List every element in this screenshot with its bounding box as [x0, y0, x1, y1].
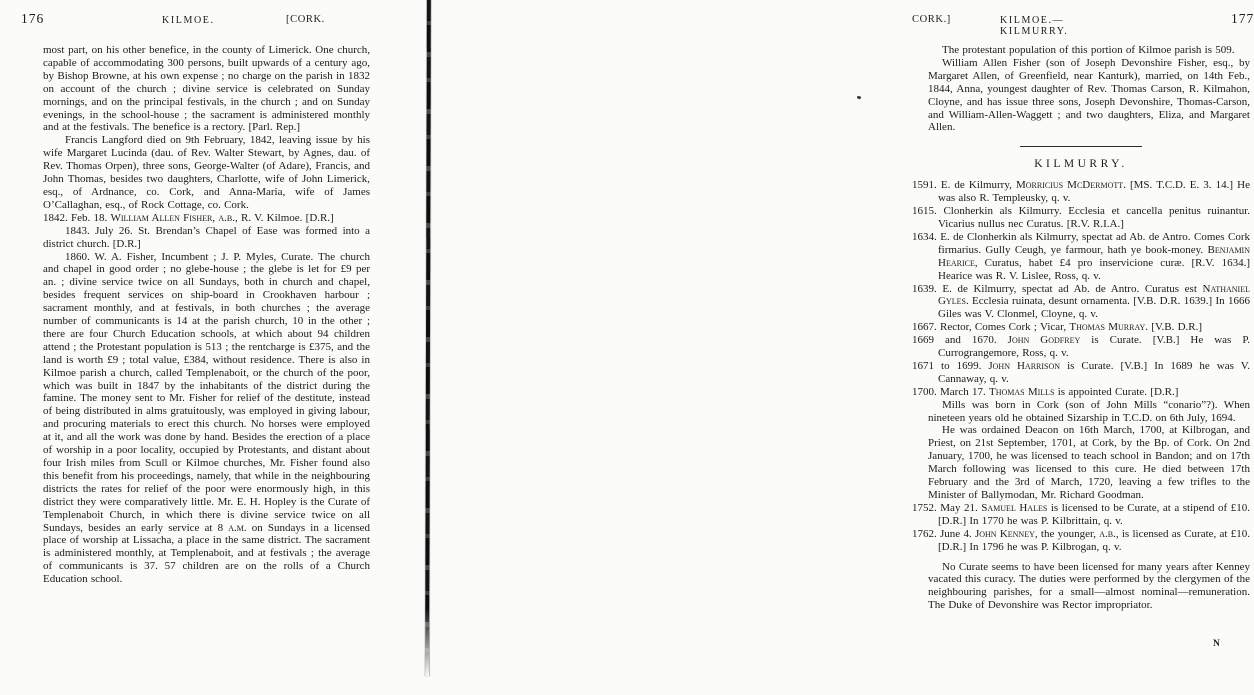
small-caps-run: a.b.	[218, 211, 236, 224]
text-run: is licensed to be Curate, at a stipend of £10. [D.R.] In 1770 he was P. Kilbrittain, q. v.	[938, 501, 1250, 527]
entry	[912, 360, 1250, 386]
text-run: 1860. W. A. Fisher, Incumbent ; J. P. Myles, Curate. The church and chapel in good order ; no glebe-house ; the glebe is let for £9 per an. ; divine service twice on all Sundays, both in church and chapel, besides frequent services on ship-board in Crookhaven harbour ; sacrament monthly, and at festivals, in both churches ; the average number of communicants is 14 at the parish church, 10 in the other ; there are four Church Education schools, at which about 94 children attend ; the Protestant population is 513 ; the rentcharge is £375, and the land is worth £9 ; total value, £384, without residence. There is also in Kilmoe parish a church, called Templenaboit, or the church of the poor, which was built in 1847 by the inhabitants of the district during the famine. The money sent to Mr. Fisher for relief of the destitute, instead of being distributed in alms gratuitously, was employed in giving labour, and procuring materials to erect this church. No horses were employed at it, and all the work was done by hand. Besides the erection of a place of worship in a poor locality, occupied by Protestants, and distant about four Irish miles from Scull or Kilmoe churches, Mr. Fisher found also this benefit from his proceedings, namely, that while in the neighbouring districts the rates for relief of the poor were enormously high, in this district they were comparatively little. Mr. E. H. Hopley is the Curate of Templenaboit Church, in which there is divine service twice on all Sundays, besides an early service at 8	[43, 250, 370, 534]
entry	[912, 502, 1250, 528]
entry	[912, 205, 1250, 231]
text-run: 1667. Rector, Comes Cork ; Vicar,	[912, 321, 1070, 334]
paragraph	[43, 134, 370, 211]
book-binding-gutter	[425, 0, 431, 676]
text-run: ,	[212, 211, 219, 224]
left-page-text-column	[43, 44, 370, 586]
running-header-left: KILMOE.	[162, 15, 215, 26]
page-number-left: 176	[21, 11, 45, 26]
text-run: . [MS. T.C.D. E. 3. 14.] He was also R. Templeusky, q. v.	[938, 179, 1250, 205]
text-run: No Curate seems to have been licensed for many years after Kenney vacated this curacy. The duties were performed by the clergymen of the neighbouring parishes, for a small—almost nominal—remuneration. The Duke of Devonshire was Rector impropriator.	[928, 560, 1250, 612]
small-caps-run: Thomas Murray	[1069, 321, 1146, 334]
small-caps-run: John Godfrey	[1007, 334, 1081, 347]
page-number-right: 177	[1231, 11, 1254, 26]
small-caps-run: Nathaniel Gyles	[938, 282, 1250, 308]
text-run: 1634. E. de Clonherkin als Kilmurry, spectat ad Ab. de Antro. Comes Cork firmarius. Gully Ceugh, ye farmour, hath ye book-money.	[912, 230, 1250, 256]
signature-mark: N	[1213, 639, 1221, 649]
corner-tag-left: [CORK.	[286, 14, 325, 25]
entry	[912, 231, 1250, 283]
text-run: KILMURRY.	[1034, 158, 1128, 171]
entry	[43, 212, 370, 225]
text-run: Mills was born in Cork (son of John Mills “conario”?). When nineteen years old he obtained Sizarship in T.C.D. on 6th July, 1694.	[928, 398, 1250, 424]
text-run: He was ordained Deacon on 16th March, 1700, at Kilbrogan, and Priest, on 21st September, 1701, at Cork, by the Bp. of Cork. On 2nd January, 1700, he was licensed to teach school in Bandon; and on 17th March following was licensed to this cure. He died between 17th February and the 3rd of March, 1720, leaving a few trifles to the Minister of Ballymodan, Mr. Richard Goodman.	[928, 424, 1250, 501]
entry	[912, 386, 1250, 399]
text-run: 1752. May 21.	[912, 501, 982, 514]
text-run: is appointed Curate. [D.R.]	[1054, 385, 1179, 398]
running-header-right: KILMOE.—KILMURRY.	[1000, 15, 1069, 37]
text-run: . Ecclesia ruinata, desunt ornamenta. [V.B. D.R. 1639.] In 1666 Giles was V. Clonmel, Cloyne, q. v.	[938, 295, 1250, 321]
entry	[912, 321, 1250, 334]
text-run: William Allen Fisher (son of Joseph Devonshire Fisher, esq., by Margaret Allen, of Greenfield, near Kanturk), married, on 14th Feb., 1844, Anna, youngest daughter of Rev. Thomas Carson, R. Kilmahon, Cloyne, and has issue three sons, Joseph Devonshire, Thomas-Carson, and William-Allen-Waggett ; and two daughters, Eliza, and Margaret Allen.	[928, 56, 1250, 134]
paragraph	[928, 57, 1250, 134]
text-run: 1639. E. de Kilmurry, spectat ad Ab. de Antro. Curatus est	[912, 282, 1203, 295]
entry	[912, 334, 1250, 360]
text-run: 1615. Clonherkin als Kilmurry. Ecclesia et cancella penitus ruinantur. Vicarius nullus nec Curatus. [R.V. R.I.A.]	[912, 205, 1250, 230]
text-run: on Sundays in a licensed place of worship at Lissacha, a place in the same district. The sacrament is administered monthly, at Templenaboit, and at festivals ; the average of communicants is 37. 57 children are on the rolls of a Church Education school.	[43, 521, 370, 586]
paragraph	[928, 561, 1250, 613]
text-run: most part, on his other benefice, in the county of Limerick. One church, capable of accommodating 300 persons, built upwards of a century ago, by Bishop Browne, at his own expense ; no charge on the parish in 1832 on account of the church ; divine service is celebrated on Sunday mornings, and on the principal festivals, in the church ; and on Sunday evenings, in the school-house ; the sacrament is administered monthly and at the festivals. The benefice is a rectory. [Parl. Rep.]	[43, 44, 370, 134]
paragraph	[43, 44, 370, 134]
right-page-text-column	[912, 44, 1250, 612]
text-run: 1671 to 1699.	[912, 359, 989, 372]
section-divider	[1020, 146, 1142, 147]
left-page	[0, 0, 426, 695]
text-run: , is licensed as Curate, at £10. [D.R.] In 1796 he was P. Kilbrogan, q. v.	[938, 527, 1250, 553]
text-run: is Curate. [V.B.] He was P. Currograngemore, Ross, q. v.	[938, 334, 1250, 360]
text-run: 1762. June 4.	[912, 527, 975, 540]
small-caps-run: William Allen Fisher	[110, 211, 213, 224]
text-run: is Curate. [V.B.] In 1689 he was V. Cannaway, q. v.	[938, 359, 1251, 385]
right-page	[432, 0, 1254, 695]
small-caps-run: John Kenney	[974, 527, 1035, 540]
section-heading	[912, 158, 1250, 171]
text-run: . [V.B. D.R.]	[1145, 321, 1203, 334]
text-run: , Curatus, habet £4 pro inservicione curæ. [R.V. 1634.] Hearice was R. V. Lislee, Ross, q. v.	[938, 256, 1250, 282]
small-caps-run: Benjamin Hearice	[938, 243, 1250, 269]
corner-tag-right: CORK.]	[912, 14, 951, 25]
text-run: , R. V. Kilmoe. [D.R.]	[235, 211, 334, 224]
small-caps-run: Samuel Hales	[981, 501, 1048, 514]
small-caps-run: Morricius McDermott	[1015, 179, 1124, 192]
paragraph	[43, 225, 370, 251]
paragraph	[928, 424, 1250, 501]
text-run: 1669 and 1670.	[912, 334, 1008, 347]
text-run: 1700. March 17.	[912, 385, 989, 398]
paragraph	[43, 251, 370, 587]
text-run: Francis Langford died on 9th February, 1842, leaving issue by his wife Margaret Lucinda (dau. of Rev. Walter Stewart, by Agnes, dau. of Rev. Thomas Orpen), three sons, George-Walter (of Adare), Francis, and John Thomas, besides two daughters, Charlotte, wife of John Limerick, esq., of Ardnance, co. Cork, and Anna-Maria, wife of James O’Callaghan, esq., of Rock Cottage, co. Cork.	[43, 134, 370, 211]
text-run: 1842. Feb. 18.	[43, 211, 111, 224]
small-caps-run: a.m.	[228, 521, 247, 534]
paragraph	[928, 399, 1250, 425]
text-run: , the younger,	[1034, 527, 1100, 540]
small-caps-run: John Harrison	[988, 359, 1061, 372]
entry	[912, 528, 1250, 554]
entry	[912, 179, 1250, 205]
small-caps-run: a.b.	[1099, 527, 1116, 540]
paragraph	[928, 44, 1250, 57]
text-run: 1591. E. de Kilmurry,	[912, 179, 1016, 192]
entry	[912, 283, 1250, 322]
small-caps-run: Thomas Mills	[988, 385, 1055, 398]
text-run: 1843. July 26. St. Brendan’s Chapel of Ease was formed into a district church. [D.R.]	[43, 224, 370, 250]
text-run: The protestant population of this portion of Kilmoe parish is 509.	[942, 44, 1235, 56]
